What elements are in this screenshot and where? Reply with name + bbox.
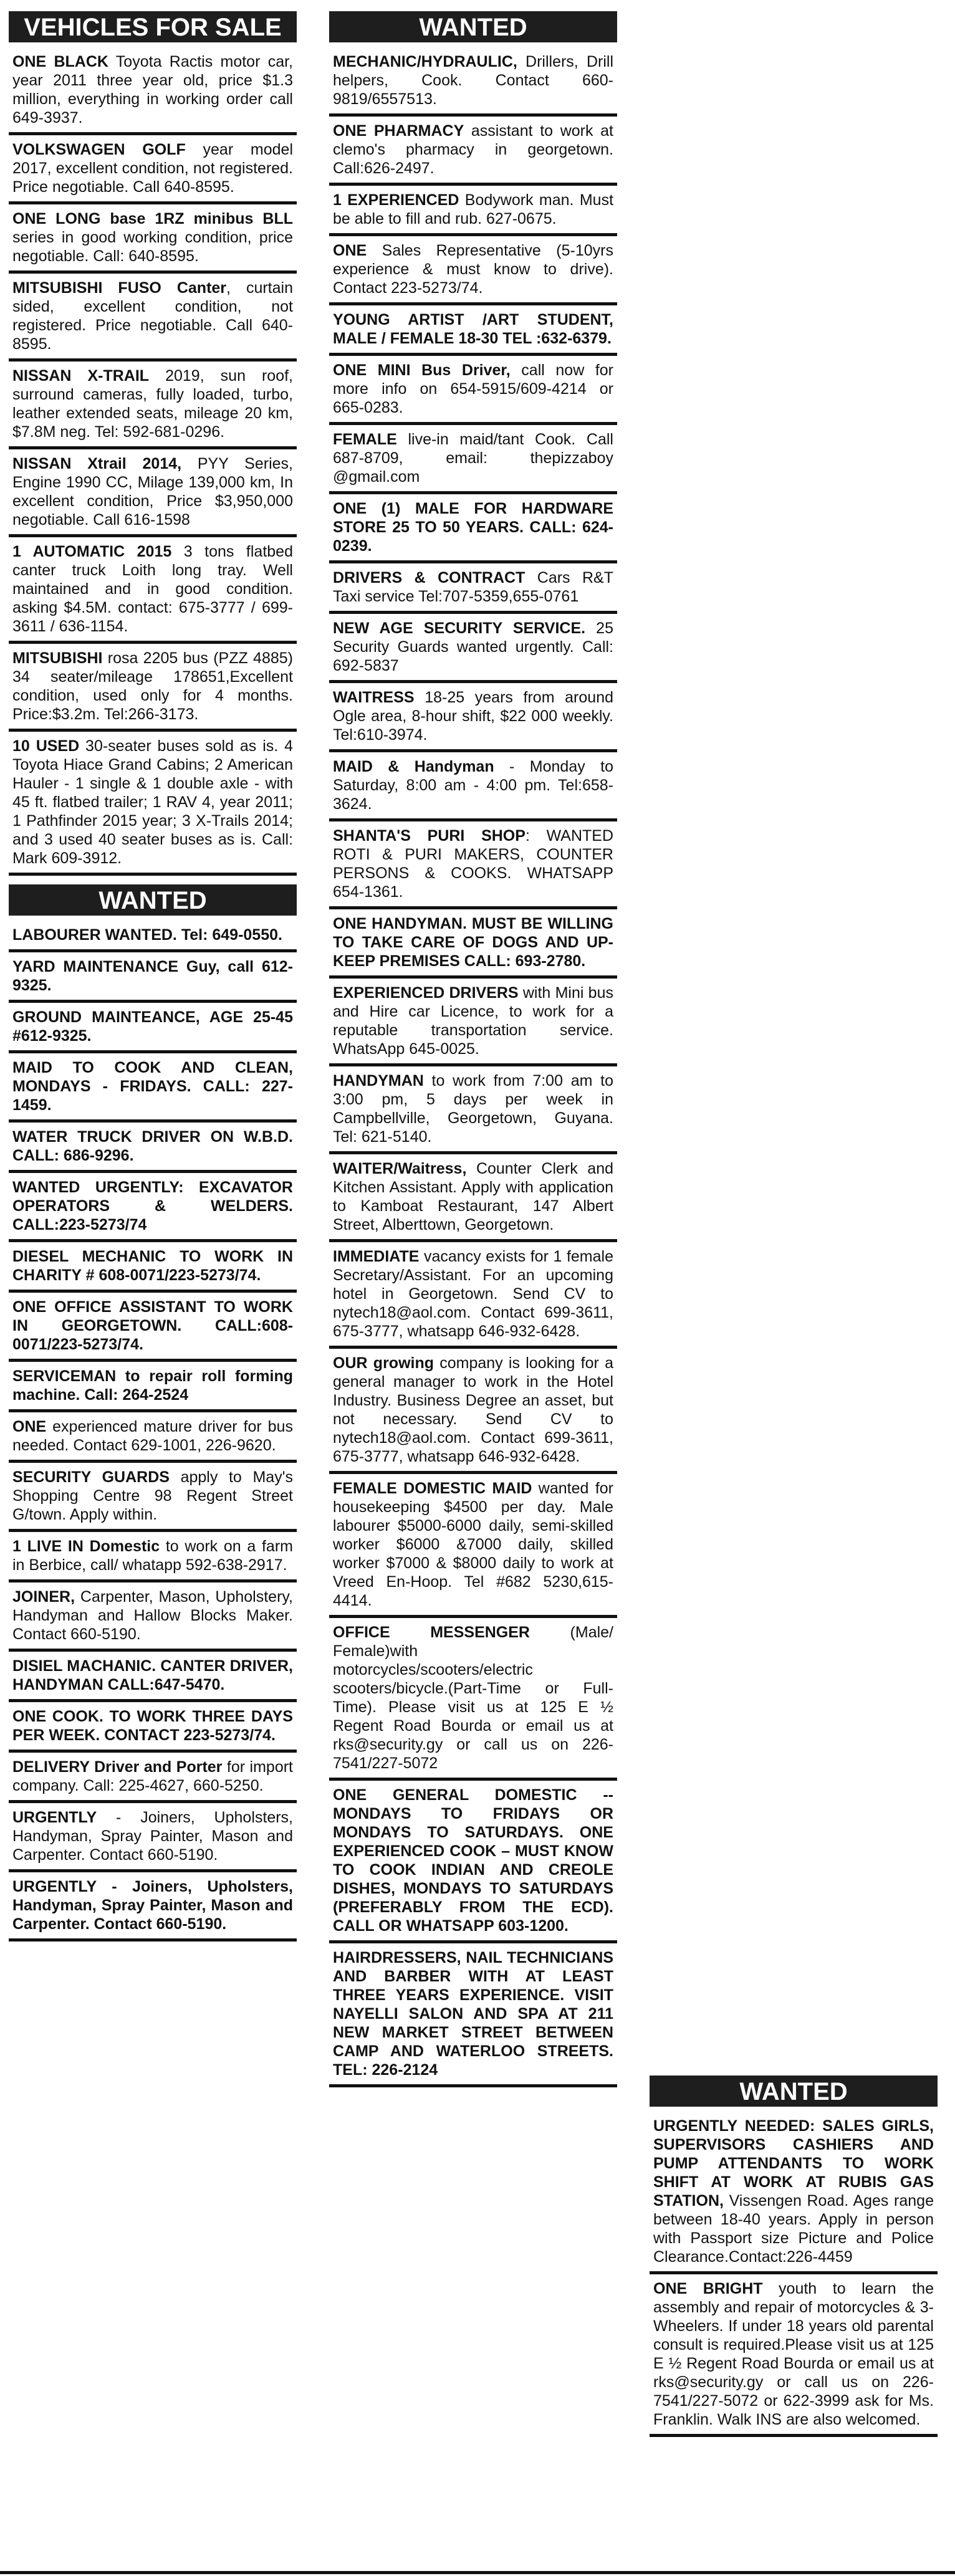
ad-lead: 10 USED <box>12 737 80 755</box>
classified-ad <box>9 1053 297 1123</box>
ad-lead: WATER TRUCK DRIVER ON W.B.D. CALL: 686-9296. <box>12 1128 293 1164</box>
classified-ad <box>329 305 617 356</box>
ad-lead: ONE MINI Bus Driver, <box>333 362 511 379</box>
ad-body: to work on a farm in Berbice, call/ whatapp 592-638-2917. <box>12 1538 293 1574</box>
ad-lead: WANTED URGENTLY: EXCAVATOR OPERATORS & WELDERS. CALL:223-5273/74 <box>12 1179 293 1233</box>
ad-lead: LABOURER WANTED. Tel: 649-0550. <box>12 926 282 944</box>
ad-lead: URGENTLY <box>12 1809 97 1826</box>
section-header-wanted-2: WANTED <box>329 11 617 42</box>
ad-body: - Monday to Saturday, 8:00 am - 4:00 pm. Tel:658-3624. <box>333 758 614 813</box>
ad-lead: DELIVERY Driver and Porter <box>12 1758 223 1776</box>
ad-body: , curtain sided, excellent condition, not registered. Price negotiable. Call 640-8595. <box>12 279 293 353</box>
ad-lead: MECHANIC/HYDRAULIC, <box>333 53 517 70</box>
column-wanted-2 <box>329 11 617 2087</box>
classified-ad <box>329 1154 617 1242</box>
ad-lead: DRIVERS & CONTRACT <box>333 569 525 587</box>
classified-ad <box>329 117 617 186</box>
ad-lead: ONE LONG base 1RZ minibus BLL <box>12 210 293 227</box>
ad-lead: FEMALE <box>333 431 397 448</box>
classified-ad <box>329 1618 617 1781</box>
column-wanted-3 <box>650 2076 938 2437</box>
classified-ad <box>329 494 617 563</box>
classified-ad <box>329 1066 617 1154</box>
classified-ad <box>329 614 617 683</box>
classified-ad <box>9 274 297 362</box>
wanted-ads-list-3 <box>650 2112 938 2437</box>
ad-lead: ONE COOK. TO WORK THREE DAYS PER WEEK. CONTACT 223-5273/74. <box>12 1708 293 1744</box>
classified-ad <box>9 1803 297 1872</box>
ad-body: with Mini bus and Hire car Licence, to work for a reputable transportation service. WhatsApp 645-0025. <box>333 984 613 1058</box>
ad-body: series in good working condition, price negotiable. Call: 640-8595. <box>12 229 293 265</box>
classified-ad <box>329 821 617 909</box>
classified-ad <box>9 204 297 274</box>
ad-body: live-in maid/tant Cook. Call 687-8709, email: thepizzaboy @gmail.com <box>333 431 613 486</box>
classified-ad <box>9 644 297 732</box>
classified-ad <box>9 537 297 644</box>
bottom-rule <box>0 2571 955 2574</box>
section-header-wanted-1: WANTED <box>9 884 297 916</box>
ad-body: 2019, sun roof, surround cameras, fully loaded, turbo, leather extended seats, mileage 20 km, $7.8M neg. Tel: 592-681-0296. <box>12 367 294 441</box>
ad-body: Drillers, Drill helpers, Cook. Contact 660-9819/6557513. <box>333 53 613 108</box>
ad-lead: 1 AUTOMATIC 2015 <box>12 543 172 560</box>
wanted-ads-list-1 <box>9 921 297 1942</box>
ad-lead: ONE (1) MALE FOR HARDWARE STORE 25 TO 50 YEARS. CALL: 624-0239. <box>333 500 613 555</box>
ad-body: 3 tons flatbed canter truck Loith long tray. Well maintained and in good condition. asking $4.5M. contact: 675-3777 / 699-3611 / 636-1154. <box>12 543 293 635</box>
classified-ad <box>9 1872 297 1942</box>
ad-lead: 1 EXPERIENCED <box>333 191 459 209</box>
ad-lead: IMMEDIATE <box>333 1248 420 1265</box>
ad-body: Vissengen Road. Ages range between 18-40 years. Apply in person with Passport size Picture and Police Clearance.Contact:226-4459 <box>653 2192 934 2266</box>
ad-lead: ONE BLACK <box>12 53 108 70</box>
ad-lead: ONE <box>12 1418 47 1435</box>
classified-ad <box>9 1242 297 1293</box>
classified-ad <box>329 909 617 979</box>
classified-ad <box>329 563 617 614</box>
ad-lead: ONE <box>333 242 367 259</box>
ad-lead: YARD MAINTENANCE Guy, call 612-9325. <box>12 958 293 994</box>
ad-body: for import company. Call: 225-4627, 660-5250. <box>12 1758 294 1794</box>
ad-body: 30-seater buses sold as is. 4 Toyota Hiace Grand Cabins; 2 American Hauler - 1 single & 1 double axle - with 45 ft. flatbed trailer; 1 RAV 4, year 2011; 1 Pathfinder 2015 year; 3 X-Trails 2014; and 3 used 40 seater buses as is. Call: Mark 609-3912. <box>12 737 293 867</box>
classified-ad <box>329 1474 617 1618</box>
ad-body: 25 Security Guards wanted urgently. Call: 692-5837 <box>333 620 613 674</box>
ad-body: apply to May's Shopping Centre 98 Regent Street G/town. Apply within. <box>12 1468 293 1523</box>
ad-body: company is looking for a general manager to work in the Hotel Industry. Business Degree an asset, but not necessary. Send CV to nytech18@aol.com. Contact 699-3611, 675-3777, whatsapp 646-932-6428. <box>333 1354 613 1465</box>
classified-ad <box>9 1652 297 1702</box>
ad-lead: OUR growing <box>333 1354 434 1372</box>
ad-body: wanted for housekeeping $4500 per day. Male labourer $5000-6000 daily, semi-skilled worker $6000 &7000 daily, skilled worker $7000 & $8000 daily to work at Vreed En-Hoop. Tel #682 5230,615-4414. <box>333 1480 613 1609</box>
classified-ad <box>329 1781 617 1943</box>
classified-ad <box>329 979 617 1066</box>
classified-ad <box>9 1123 297 1173</box>
ad-lead: HAIRDRESSERS, NAIL TECHNICIANS AND BARBER WITH AT LEAST THREE YEARS EXPERIENCE. VISIT NAYELLI SALON AND SPA AT 211 NEW MARKET STREET BETWEEN CAMP AND WATERLOO STREETS. TEL: 226-2124 <box>333 1949 613 2079</box>
classified-ad <box>9 1463 297 1532</box>
ad-lead: ONE GENERAL DOMESTIC --MONDAYS TO FRIDAYS OR MONDAYS TO SATURDAYS. ONE EXPERIENCED COOK – MUST KNOW TO COOK INDIAN AND CREOLE DISHES, MONDAYS TO SATURDAYS (PREFERABLY FROM THE ECD). CALL OR WHATSAPP 603-1200. <box>333 1786 613 1935</box>
ad-lead: DIESEL MECHANIC TO WORK IN CHARITY # 608-0071/223-5273/74. <box>12 1248 293 1284</box>
ad-lead: FEMALE DOMESTIC MAID <box>333 1480 532 1497</box>
classified-ad <box>329 356 617 425</box>
wanted-ads-list-2 <box>329 47 617 2087</box>
ad-lead: MAID & Handyman <box>333 758 494 775</box>
classified-ad <box>650 2274 938 2437</box>
ad-lead: YOUNG ARTIST /ART STUDENT, MALE / FEMALE 18-30 TEL :632-6379. <box>333 311 613 347</box>
ad-lead: NEW AGE SECURITY SERVICE. <box>333 620 586 637</box>
ad-lead: ONE PHARMACY <box>333 122 464 140</box>
ad-lead: 1 LIVE IN Domestic <box>12 1538 160 1555</box>
ad-lead: MITSUBISHI <box>12 649 103 667</box>
ad-lead: NISSAN X-TRAIL <box>12 367 150 385</box>
ad-body: : WANTED ROTI & PURI MAKERS, COUNTER PERSONS & COOKS. WHATSAPP 654-1361. <box>333 827 613 901</box>
ad-body: rosa 2205 bus (PZZ 4885) 34 seater/mileage 178651,Excellent condition, used only for 4 months. Price:$3.2m. Tel:266-3173. <box>12 649 293 723</box>
classified-ad <box>9 449 297 537</box>
ad-lead: ONE HANDYMAN. MUST BE WILLING TO TAKE CARE OF DOGS AND UP-KEEP PREMISES CALL: 693-2780. <box>333 915 613 970</box>
classified-ad <box>9 732 297 876</box>
ad-lead: VOLKSWAGEN GOLF <box>12 141 186 158</box>
classified-ad <box>329 1242 617 1349</box>
ad-lead: MITSUBISHI FUSO Canter <box>12 279 227 297</box>
classified-ad <box>650 2112 938 2274</box>
ad-body: Bodywork man. Must be able to fill and rub. 627-0675. <box>333 191 614 227</box>
ad-body: Counter Clerk and Kitchen Assistant. Apply with application to Kamboat Restaurant, 147 Albert Street, Alberttown, Georgetown. <box>333 1160 613 1233</box>
ad-lead: MAID TO COOK AND CLEAN, MONDAYS - FRIDAYS. CALL: 227-1459. <box>12 1059 293 1114</box>
ad-body: to work from 7:00 am to 3:00 pm, 5 days per week in Campbellville, Georgetown, Guyana. Tel: 621-5140. <box>333 1072 613 1146</box>
classified-ad <box>9 1582 297 1652</box>
classified-ad <box>9 47 297 135</box>
ad-body: call now for more info on 654-5915/609-4214 or 665-0283. <box>333 362 613 416</box>
classified-ad <box>9 1702 297 1753</box>
ad-body: vacancy exists for 1 female Secretary/Assistant. For an upcoming hotel in Georgetown. Send CV to nytech18@aol.com. Contact 699-3611, 675-3777, whatsapp 646-932-6428. <box>333 1248 613 1340</box>
ad-lead: WAITER/Waitress, <box>333 1160 467 1177</box>
ad-lead: SECURITY GUARDS <box>12 1468 170 1486</box>
classified-ad <box>329 186 617 236</box>
ad-body: assistant to work at clemo's pharmacy in georgetown. Call:626-2497. <box>333 122 613 177</box>
vehicle-ads-list <box>9 47 297 876</box>
ad-body: Cars R&T Taxi service Tel:707-5359,655-0761 <box>333 569 613 605</box>
section-header-wanted-3: WANTED <box>650 2076 938 2107</box>
classified-ad <box>9 1753 297 1803</box>
ad-body: Sales Representative (5-10yrs experience & must know to drive). Contact 223-5273/74. <box>333 242 613 297</box>
ad-lead: JOINER, <box>12 1588 75 1606</box>
ad-lead: SERVICEMAN to repair roll forming machine. Call: 264-2524 <box>12 1367 293 1404</box>
ad-lead: URGENTLY - Joiners, Upholsters, Handyman, Spray Painter, Mason and Carpenter. Contact 660-5190. <box>12 1878 293 1933</box>
classified-ad <box>9 1532 297 1582</box>
classified-ad <box>9 135 297 204</box>
ad-lead: HANDYMAN <box>333 1072 424 1089</box>
classified-ad <box>329 425 617 494</box>
ad-body: experienced mature driver for bus needed. Contact 629-1001, 226-9620. <box>12 1418 293 1454</box>
classified-ad <box>329 752 617 821</box>
ad-body: (Male/ Female)with motorcycles/scooters/electric scooters/bicycle.(Part-Time or Full-Time). Please visit us at 125 E ½ Regent Road Bourda or email us at rks@security.gy or call us on 226-7541/227-5072 <box>333 1624 613 1772</box>
ad-body: youth to learn the assembly and repair of motorcycles & 3-Wheelers. If under 18 years old parental consult is required.Please visit us at 125 E ½ Regent Road Bourda or email us at rks@security.gy or call us on 226-7541/227-5072 or 622-3999 ask for Ms. Franklin. Walk INS are also welcomed. <box>653 2280 934 2428</box>
classified-ad <box>329 1349 617 1474</box>
ad-lead: OFFICE MESSENGER <box>333 1624 530 1641</box>
ad-body: Toyota Ractis motor car, year 2011 three year old, price $1.3 million, everything in working order call 649-3937. <box>12 53 294 127</box>
classified-ad <box>9 1173 297 1242</box>
ad-lead: EXPERIENCED DRIVERS <box>333 984 519 1002</box>
ad-lead: SHANTA'S PURI SHOP <box>333 827 525 845</box>
classified-ad <box>9 1362 297 1412</box>
classified-ad <box>9 362 297 449</box>
ad-body: 18-25 years from around Ogle area, 8-hour shift, $22 000 weekly. Tel:610-3974. <box>333 689 613 744</box>
classified-ad <box>9 1003 297 1053</box>
ad-body: Carpenter, Mason, Upholstery, Handyman and Hallow Blocks Maker. Contact 660-5190. <box>12 1588 293 1643</box>
classified-ad <box>9 952 297 1003</box>
classified-ad <box>329 683 617 752</box>
ad-lead: URGENTLY NEEDED: SALES GIRLS, SUPERVISORS CASHIERS AND PUMP ATTENDANTS TO WORK SHIFT AT WORK AT RUBIS GAS STATION, <box>653 2117 934 2210</box>
classified-ad <box>329 47 617 117</box>
classified-ad <box>9 1412 297 1463</box>
classified-ad <box>9 1293 297 1362</box>
ad-body: PYY Series, Engine 1990 CC, Milage 139,000 km, In excellent condition, Price $3,950,000 negotiable. Call 616-1598 <box>12 455 293 529</box>
ad-lead: WAITRESS <box>333 689 415 706</box>
ad-lead: GROUND MAINTEANCE, AGE 25-45 #612-9325. <box>12 1008 293 1045</box>
ad-lead: ONE BRIGHT <box>653 2280 763 2297</box>
classified-ad <box>9 921 297 952</box>
ad-lead: DISIEL MACHANIC. CANTER DRIVER, HANDYMAN CALL:647-5470. <box>12 1657 293 1693</box>
section-header-vehicles: VEHICLES FOR SALE <box>9 11 297 42</box>
classified-ad <box>329 236 617 305</box>
ad-lead: NISSAN Xtrail 2014, <box>12 455 182 472</box>
ad-body: - Joiners, Upholsters, Handyman, Spray Painter, Mason and Carpenter. Contact 660-5190. <box>12 1809 293 1864</box>
classified-ad <box>329 1943 617 2087</box>
ad-lead: ONE OFFICE ASSISTANT TO WORK IN GEORGETOWN. CALL:608-0071/223-5273/74. <box>12 1298 293 1353</box>
column-vehicles <box>9 11 297 1942</box>
ad-body: year model 2017, excellent condition, not registered. Price negotiable. Call 640-8595. <box>12 141 293 196</box>
